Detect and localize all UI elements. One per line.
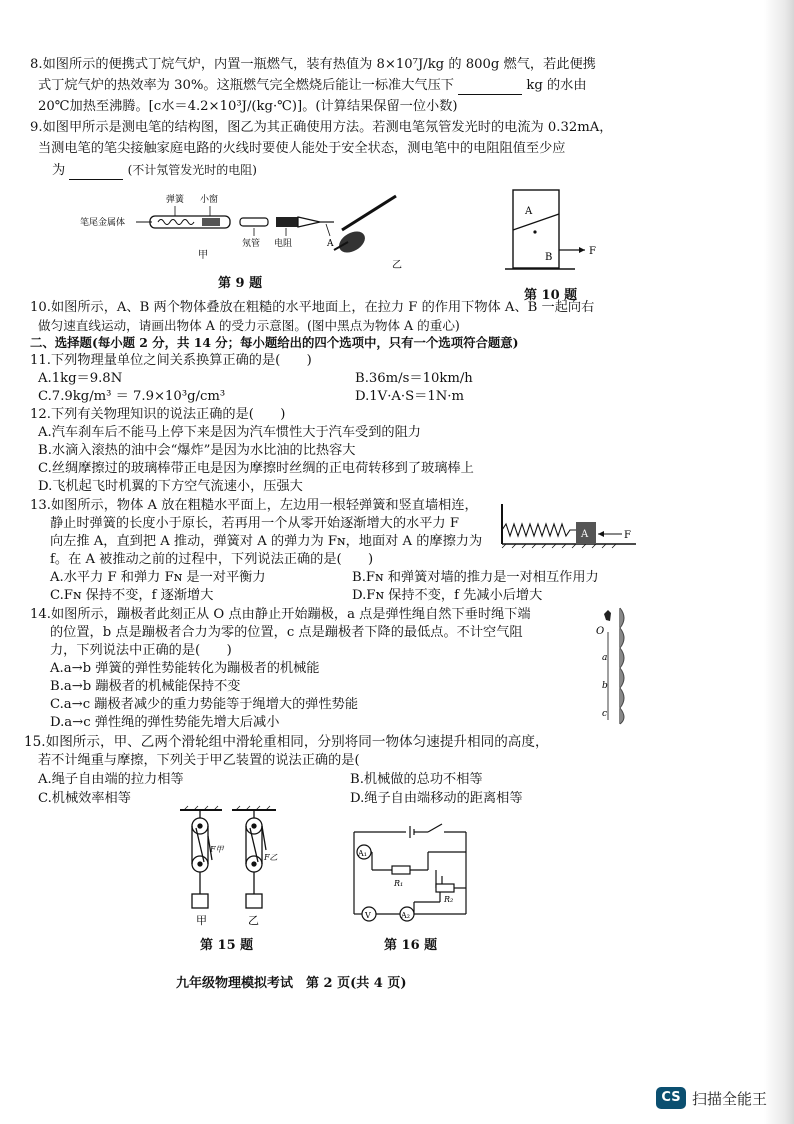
q8-line-2 (38, 77, 587, 95)
figure-16-circuit (344, 822, 476, 932)
q15-option-c[interactable]: C.机械效率相等 (38, 791, 131, 806)
q8-line-2-text: 式丁烷气炉的热效率为 30%。这瓶燃气完全燃烧后能让一标准大气压下 (38, 78, 454, 93)
q11-option-b[interactable]: B.36m/s＝10km/h (355, 371, 473, 386)
q8-line-3: 20℃加热至沸腾。[c水＝4.2×10³J/(kg·℃)]。(计算结果保留一位小数) (38, 99, 458, 114)
q13-line-3: 向左推 A，直到把 A 推动，弹簧对 A 的弹力为 Fɴ，地面对 A 的摩擦力为 (50, 534, 483, 549)
figure-13-spring-block (496, 500, 646, 550)
jumper-figure (604, 610, 611, 621)
fig13-label-a: A (581, 529, 589, 540)
figure-16-caption: 第 16 题 (384, 938, 438, 953)
fig14-label-c: c (602, 709, 608, 719)
figure-9-caption: 第 9 题 (218, 276, 263, 291)
q11-option-c[interactable]: C.7.9kg/m³ ＝ 7.9×10³g/cm³ (38, 389, 226, 404)
resistor-r1 (392, 866, 410, 874)
label-window: 小窗 (200, 195, 219, 205)
hand-holding-pen (334, 196, 396, 257)
q9-line-2: 当测电笔的笔尖接触家庭电路的火线时要使人能处于安全状态，测电笔中的电阻阻值至少应 (38, 141, 566, 156)
q12-option-d[interactable]: D.飞机起飞时机翼的下方空气流速小，压强大 (38, 479, 303, 494)
fig15-label-yi: 乙 (248, 914, 259, 927)
q11-option-d[interactable]: D.1V·A·S＝1N·m (355, 389, 464, 404)
fig10-label-f: F (589, 246, 596, 257)
q14-line-2: 的位置，b 点是蹦极者合力为零的位置，c 点是蹦极者下降的最低点。不计空气阻 (50, 625, 523, 640)
q12-option-b[interactable]: B.水滴入滚热的油中会“爆炸”是因为水比油的比热容大 (38, 443, 356, 458)
figure-14-bungee (594, 604, 638, 730)
label-metal-body: 笔尾金属体 (80, 218, 126, 228)
q14-option-c[interactable]: C.a→c 蹦极者减少的重力势能等于绳增大的弹性势能 (50, 697, 359, 712)
page-footer: 九年级物理模拟考试 第 2 页(共 4 页) (176, 976, 407, 991)
q12-option-c[interactable]: C.丝绸摩擦过的玻璃棒带正电是因为摩擦时丝绸的正电荷转移到了玻璃棒上 (38, 461, 474, 476)
q15-option-b[interactable]: B.机械做的总功不相等 (350, 772, 483, 787)
q15-option-a[interactable]: A.绳子自由端的拉力相等 (38, 772, 184, 787)
q12-option-a[interactable]: A.汽车刹车后不能马上停下来是因为汽车惯性大于汽车受到的阻力 (38, 425, 421, 440)
q13-option-b[interactable]: B.Fɴ 和弹簧对墙的推力是一对相互作用力 (352, 570, 599, 585)
q15-option-d[interactable]: D.绳子自由端移动的距离相等 (350, 791, 523, 806)
block-a-b-interface (513, 214, 559, 230)
fig16-label-r1: R₁ (394, 879, 404, 888)
cliff-rock (620, 608, 624, 724)
fig10-label-b: B (545, 252, 553, 263)
fig13-label-f: F (624, 530, 631, 541)
figure-15-caption: 第 15 题 (200, 938, 254, 953)
label-tip-a: A (327, 239, 334, 249)
q12-stem: 12.下列有关物理知识的说法正确的是( ) (30, 407, 286, 422)
camscanner-watermark-text: 扫描全能王 (692, 1090, 768, 1108)
q8-answer-blank[interactable] (458, 80, 522, 95)
fig16-label-v: V (365, 911, 371, 920)
q9-answer-blank[interactable] (69, 165, 123, 180)
fig14-label-a: a (602, 653, 608, 663)
label-resistor: 电阻 (274, 239, 293, 249)
fig15-label-jia: 甲 (196, 914, 207, 927)
spring (502, 524, 576, 536)
rheostat-r2 (436, 884, 454, 892)
q13-line-1: 13.如图所示，物体 A 放在粗糙水平面上，左边用一根轻弹簧和竖直墙相连， (30, 498, 478, 513)
q10-line-1: 10.如图所示，A、B 两个物体叠放在粗糙的水平地面上，在拉力 F 的作用下物体 A、B 一起向右 (30, 300, 595, 315)
fig10-label-a: A (525, 206, 533, 217)
q13-option-a[interactable]: A.水平力 F 和弹力 Fɴ 是一对平衡力 (50, 570, 266, 585)
camscanner-logo-icon: CS (656, 1087, 686, 1109)
fig16-label-r2: R₂ (444, 895, 454, 904)
fig14-label-b: b (602, 681, 608, 691)
q14-option-b[interactable]: B.a→b 蹦极者的机械能保持不变 (50, 679, 241, 694)
label-yi: 乙 (392, 260, 402, 271)
q9-line-1: 9.如图甲所示是测电笔的结构图，图乙为其正确使用方法。若测电笔氖管发光时的电流为 0.32mA， (30, 120, 613, 135)
q13-option-c[interactable]: C.Fɴ 保持不变，f 逐渐增大 (50, 588, 214, 603)
pulley-system-yi (246, 810, 266, 908)
q14-line-3: 力，下列说法中正确的是( ) (50, 643, 232, 658)
figure-10-caption: 第 10 题 (524, 288, 578, 303)
center-of-gravity-a (533, 230, 536, 233)
q13-line-2: 静止时弹簧的长度小于原长，若再用一个从零开始逐渐增大的水平力 F (50, 516, 459, 531)
figure-15-pulley-systems (176, 806, 296, 934)
q11-option-a[interactable]: A.1kg＝9.8N (38, 371, 123, 386)
q14-option-d[interactable]: D.a→c 弹性绳的弹性势能先增大后减小 (50, 715, 280, 730)
q13-line-4: f。在 A 被推动之前的过程中，下列说法正确的是( ) (50, 552, 374, 567)
q13-option-d[interactable]: D.Fɴ 保持不变，f 先减小后增大 (352, 588, 543, 603)
fig15-label-f2: F乙 (264, 853, 278, 862)
q14-line-1: 14.如图所示，蹦极者此刻正从 O 点由静止开始蹦极，a 点是弹性绳自然下垂时绳下端 (30, 607, 531, 622)
q14-option-a[interactable]: A.a→b 弹簧的弹性势能转化为蹦极者的机械能 (50, 661, 320, 676)
q8-line-2-tail: kg 的水由 (526, 78, 587, 93)
q10-line-2: 做匀速直线运动，请画出物体 A 的受力示意图。(图中黑点为物体 A 的重心) (38, 318, 460, 333)
q9-line-3 (52, 161, 257, 180)
q8-line-1: 8.如图所示的便携式丁烷气炉，内置一瓶燃气，装有热值为 8×10⁷J/kg 的 800g 燃气，若此便携 (30, 57, 596, 72)
pulley-system-jia (192, 810, 212, 908)
force-f-arrowhead (579, 247, 585, 253)
figure-10-stacked-blocks (505, 186, 615, 281)
q15-line-1: 15.如图所示，甲、乙两个滑轮组中滑轮重相同，分别将同一物体匀速提升相同的高度， (24, 734, 549, 750)
fig15-label-f1: F甲 (210, 845, 224, 854)
force-f-arrowhead (598, 531, 604, 537)
section-2-heading: 二、选择题(每小题 2 分，共 14 分；每小题给出的四个选项中，只有一个选项符合题意) (30, 335, 519, 350)
fig16-label-a1: A₁ (358, 849, 367, 858)
label-spring: 弹簧 (166, 195, 185, 205)
figure-9-tester-pen (80, 186, 402, 276)
scan-edge-shadow (764, 0, 794, 1124)
tester-pen-structure (136, 206, 334, 236)
q11-stem: 11.下列物理量单位之间关系换算正确的是( ) (30, 353, 312, 368)
fig14-label-o: O (596, 626, 605, 637)
label-neon-tube: 氖管 (242, 239, 261, 249)
q9-line-3-text: 为 (52, 163, 66, 178)
fig16-label-a2: A₂ (401, 911, 410, 920)
q9-note: (不计氖管发光时的电阻) (127, 163, 257, 177)
label-jia: 甲 (198, 250, 208, 261)
q15-line-2: 若不计绳重与摩擦，下列关于甲乙装置的说法正确的是( (38, 753, 360, 768)
